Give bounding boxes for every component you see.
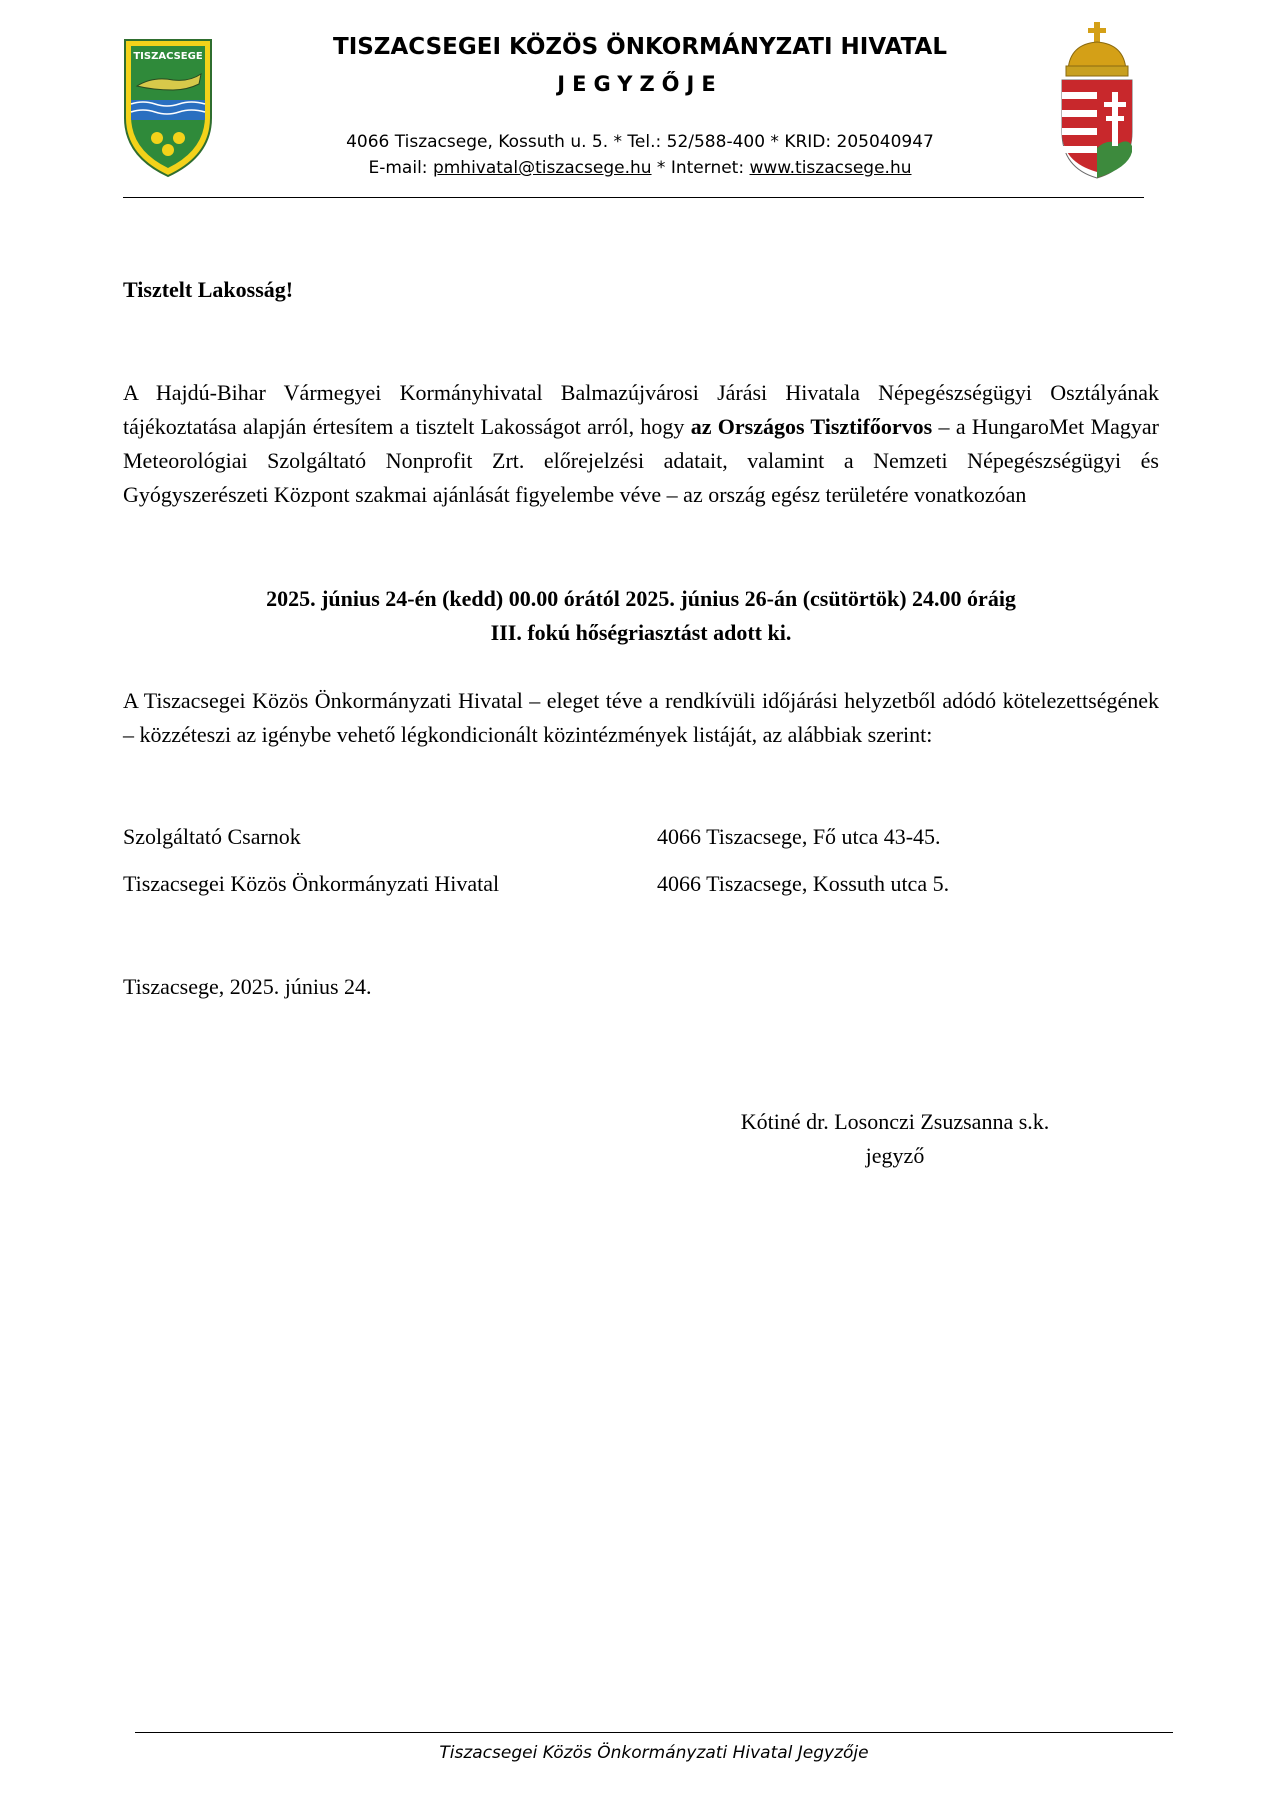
intro-text-1: A Hajdú-Bihar Vármegyei Kormányhivatal Balmazújvárosi Járási Hivatala Népegészségügyi Osztályának tájékoztatása alapján értesítem a tisztelt Lakosságot arról, hogy — [123, 380, 1159, 439]
signer-name: Kótiné dr. Losonczi Zsuzsanna s.k. — [740, 1109, 1050, 1134]
website-link[interactable]: www.tiszacsege.hu — [749, 158, 912, 178]
header-divider — [123, 197, 1144, 198]
heat-alert-notice — [123, 582, 1159, 650]
greeting: Tisztelt Lakosság! — [123, 277, 294, 302]
footer-divider — [135, 1732, 1173, 1733]
venue-name: Tiszacsegei Közös Önkormányzati Hivatal — [123, 871, 500, 896]
tiszacsege-coat-of-arms-icon — [123, 38, 213, 178]
venue-address: 4066 Tiszacsege, Fő utca 43-45. — [657, 824, 941, 849]
signer-title: jegyző — [865, 1143, 925, 1168]
contact-line — [260, 158, 1020, 178]
internet-label: * Internet: — [651, 158, 750, 178]
venue-name: Szolgáltató Csarnok — [123, 824, 301, 849]
address-line: 4066 Tiszacsege, Kossuth u. 5. * Tel.: 52/588-400 * KRID: 205040947 — [346, 132, 934, 152]
intro-text-2: – a HungaroMet Magyar Meteorológiai Szolgáltató Nonprofit Zrt. előrejelzési adatait, valamint a Nemzeti Népegészségügyi és Gyógyszerészeti Központ szakmai ajánlását figyelembe véve – az ország egész területére vonatkozóan — [123, 414, 1159, 507]
email-link[interactable]: pmhivatal@tiszacsege.hu — [432, 158, 652, 178]
intro-paragraph — [123, 376, 1159, 512]
intro-bold-text: az Országos Tisztifőorvos — [690, 414, 933, 439]
institutions-paragraph: A Tiszacsegei Közös Önkormányzati Hivatal – eleget téve a rendkívüli időjárási helyzetből adódó kötelezettségének – közzéteszi az igénybe vehető légkondicionált közintézmények listáját, az alábbiak szerint: — [123, 688, 1159, 747]
logo-left-text: TISZACSEGE — [133, 51, 203, 62]
organization-subtitle: JEGYZŐJE — [557, 72, 723, 96]
email-label: E-mail: — [368, 158, 433, 178]
alert-level: III. fokú hőségriasztást adott ki. — [490, 620, 792, 645]
signature-block — [700, 1105, 1090, 1173]
hungarian-coat-of-arms-icon — [1058, 22, 1136, 180]
letterhead — [0, 0, 1280, 200]
venue-row — [123, 820, 1159, 854]
organization-name: TISZACSEGEI KÖZÖS ÖNKORMÁNYZATI HIVATAL — [333, 34, 947, 60]
venue-address: 4066 Tiszacsege, Kossuth utca 5. — [657, 871, 950, 896]
venue-row — [123, 867, 1159, 901]
footer-text: Tiszacsegei Közös Önkormányzati Hivatal Jegyzője — [439, 1743, 869, 1763]
alert-period: 2025. június 24-én (kedd) 00.00 órától 2025. június 26-án (csütörtök) 24.00 óráig — [266, 586, 1016, 611]
place-and-date: Tiszacsege, 2025. június 24. — [123, 974, 372, 999]
